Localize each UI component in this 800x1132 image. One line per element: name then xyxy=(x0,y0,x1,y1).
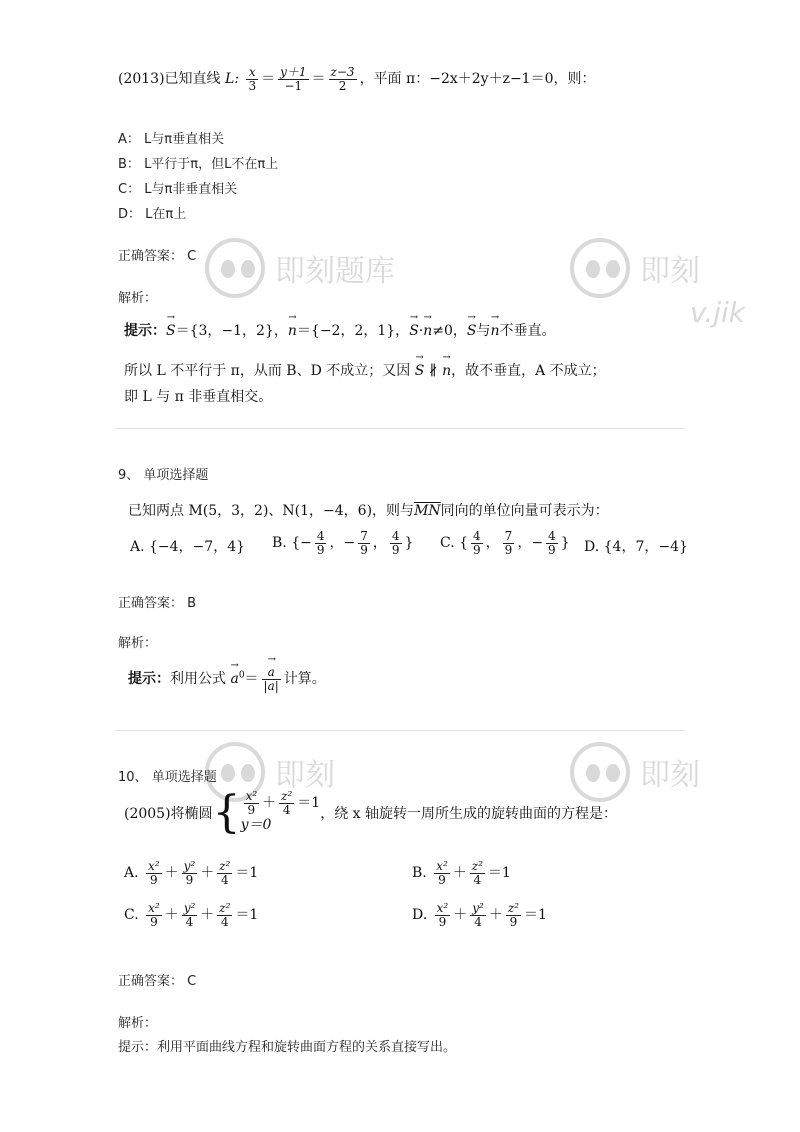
panda-logo-icon xyxy=(570,238,630,298)
question-number: 10、 xyxy=(118,770,148,785)
q10-option-b[interactable]: B. $\frac{\text{x²}}{9}$ ＋ $\frac{\text{z²}}{4}$ ＝1 xyxy=(412,859,511,887)
divider xyxy=(115,730,685,731)
q9-option-a[interactable]: A. {−4，−7，4} xyxy=(130,539,246,555)
q10-option-c[interactable]: C. $\frac{\text{x²}}{9}$ ＋ $\frac{\text{y²}}{4}$ ＋ $\frac{\text{z²}}{4}$ ＝1 xyxy=(124,901,259,929)
q9-option-d[interactable]: D. {4，7，−4} xyxy=(584,539,688,555)
q8-option-b[interactable]: B： L平行于π，但L不在π上 xyxy=(118,157,279,172)
question-type: 单项选择题 xyxy=(143,468,209,483)
fraction: $\frac{y+1}{-1}$ xyxy=(280,65,307,93)
answer-value: C xyxy=(187,249,197,264)
q9-header xyxy=(118,464,208,483)
fraction: $\frac{z-3}{2}$ xyxy=(330,65,355,93)
q9-stem: 已知两点 M(5，3，2)、N(1，−4，6)，则与$\overline{MN}$同向的单位向量可表示为： xyxy=(128,503,609,519)
panda-logo-icon xyxy=(205,238,265,298)
watermark-text: 即刻 xyxy=(640,254,700,289)
q8-stem: (2013)已知直线 L: $\frac{x}{3}$ ＝ $\frac{y+1}{-1}$ ＝ $\frac{z-3}{2}$ ，平面 π：−2x＋2y＋z−1＝0，则： xyxy=(118,65,596,93)
q8-option-a[interactable]: A： L与π垂直相关 xyxy=(118,132,225,147)
q8-reason-line2: 即 L 与 π 非垂直相交。 xyxy=(124,389,273,405)
q10-option-a[interactable]: A. $\frac{\text{x²}}{9}$ ＋ $\frac{\text{y²}}{9}$ ＋ $\frac{\text{z²}}{4}$ ＝1 xyxy=(124,859,259,887)
q8-reason-line1: 所以 L 不平行于 π，从而 B、D 不成立；又因 → S ∦ → n，故不垂直，A 不成立； xyxy=(124,360,606,380)
q8-analysis-label: 解析： xyxy=(118,291,158,306)
answer-value: B xyxy=(187,596,197,611)
q9-answer: 正确答案： B xyxy=(118,596,197,611)
watermark-text: 即刻题库 xyxy=(275,254,395,289)
fraction: $\frac{x}{3}$ xyxy=(248,65,257,93)
q8-hint: 提示：→ S＝{3，−1，2}，→ n＝{−2，2，1}，→ S·→ n≠0，→ S与→ n不垂直。 xyxy=(124,320,556,340)
q9-analysis-label: 解析： xyxy=(118,636,158,651)
q10-stem: (2005)将椭圆{ $\frac{\text{x²}}{9}$ ＋ $\frac{\text{z²}}{4}$ ＝1 y＝0 ，绕 x 轴旋转一周所生成的旋转曲面的方程是： xyxy=(124,786,617,838)
q10-header xyxy=(118,766,217,785)
q8-answer: 正确答案： C xyxy=(118,249,197,264)
q9-hint: 提示：利用公式 → $a^0=$ → $\frac{a}{|a|}$ 计算。 xyxy=(128,666,326,692)
question-type: 单项选择题 xyxy=(151,770,217,785)
q8-option-c[interactable]: C： L与π非垂直相关 xyxy=(118,182,238,197)
answer-value: C xyxy=(187,974,197,989)
q10-hint: 提示：利用平面曲线方程和旋转曲面方程的关系直接写出。 xyxy=(118,1040,457,1055)
q10-analysis-label: 解析： xyxy=(118,1016,158,1031)
divider xyxy=(115,428,685,429)
question-number: 9、 xyxy=(118,468,140,483)
q8-option-d[interactable]: D： L在π上 xyxy=(118,207,187,222)
watermark-url: v.jik xyxy=(690,296,745,329)
q10-option-d[interactable]: D. $\frac{\text{x²}}{9}$ ＋ $\frac{\text{y²}}{4}$ ＋ $\frac{\text{z²}}{9}$ ＝1 xyxy=(412,901,547,929)
watermark xyxy=(570,238,800,348)
q9-option-b[interactable]: B. {− $\frac{4}{9}$ ，− $\frac{7}{9}$ ， $\frac{4}{9}$ } xyxy=(272,529,414,557)
brace: { xyxy=(212,786,241,838)
q9-option-c[interactable]: C. { $\frac{4}{9}$ ， $\frac{7}{9}$ ，− $\frac{4}{9}$ } xyxy=(440,529,570,557)
watermark-text: 即刻 xyxy=(275,758,335,793)
q10-answer: 正确答案： C xyxy=(118,974,197,989)
equation-system: $\frac{\text{x²}}{9}$ ＋ $\frac{\text{z²}}{4}$ ＝1 y＝0 xyxy=(240,789,321,834)
watermark-text: 即刻 xyxy=(640,758,700,793)
